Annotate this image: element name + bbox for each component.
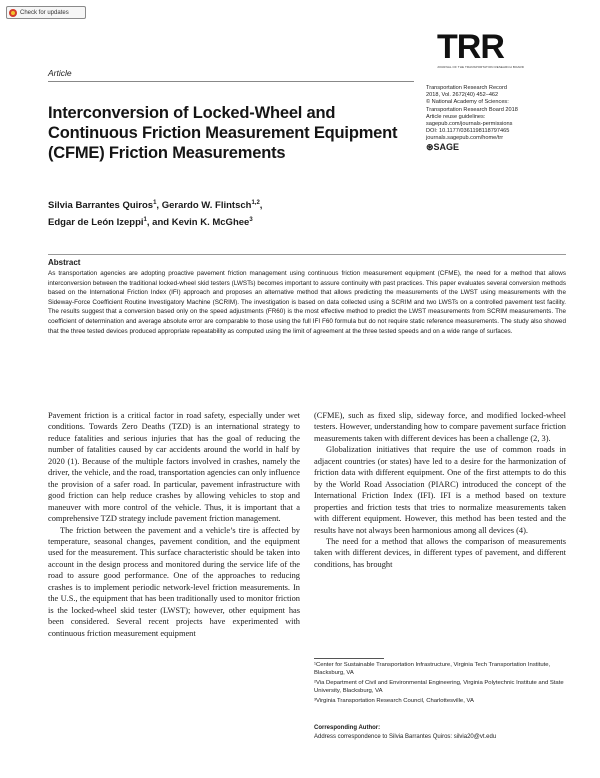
affiliation-footnote: ²Via Department of Civil and Environmental Engineering, Virginia Polytechnic Institute and State University, Blacksburg, VA: [314, 679, 564, 695]
abstract-divider: [48, 254, 566, 255]
author-name: Kevin K. McGhee: [171, 217, 250, 229]
author-name: Gerardo W. Flintsch: [161, 200, 252, 212]
publication-metadata: [426, 85, 566, 151]
reuse-label: Article reuse guidelines:: [426, 113, 486, 120]
article-type: Article: [48, 68, 72, 78]
body-paragraph: The friction between the pavement and a vehicle’s tire is affected by temperature, seasonal changes, pavement condition, and the equipment used for the measurement. This surface characteristic should be taken into account in the design process and monitored during the service life of the road to assure good performance. One of the approaches to reducing crashes is to implement periodic network-level friction measurements. In the U.S., the equipment that has been traditionally used to monitor friction is the locked-wheel skid tester (LWST); however, other equipment has been considered. Several recent projects have experimented with continuous friction measurement equipment: [48, 525, 300, 638]
copyright-line: © National Academy of Sciences:: [426, 99, 509, 106]
affiliation-footnotes: [314, 661, 566, 706]
journal-logo-tagline: JOURNAL OF THE TRANSPORTATION RESEARCH BOARD: [437, 65, 525, 69]
reuse-link[interactable]: sagepub.com/journals-permissions: [426, 121, 513, 128]
corresponding-author-heading: Corresponding Author:: [314, 725, 381, 731]
publisher-logo: [426, 141, 566, 152]
journal-logo: [437, 30, 524, 69]
corresponding-author: [314, 724, 566, 741]
journal-logo-abbrev: TRR: [437, 28, 504, 66]
paper-title: Interconversion of Locked-Wheel and Continuous Friction Measurement Equipment (CFME) Friction Measurements: [48, 104, 398, 162]
author-name: Silvia Barrantes Quiros: [48, 200, 154, 212]
author-affiliation-mark: 3: [249, 217, 253, 224]
check-for-updates-badge[interactable]: [6, 6, 86, 19]
body-paragraph: Pavement friction is a critical factor in road safety, especially under wet conditions. Towards Zero Deaths (TZD) is an international strategy to reduce fatalities and serious injuries that has the goal of reducing the number of fatalities caused by car accidents around the world in half by 2020 (1). Because of the multiple factors involved in crashes, namely the driver, the vehicle, and the road, transportation agencies can only influence the provision of a safer road. In particular, pavement infrastructure with good friction can help reduce crashes by allowing vehicles to stop and maneuver with more control of the vehicle. Thus, it is important that a comprehensive TZD strategy include pavement friction management.: [48, 411, 300, 524]
check-for-updates-label: Check for updates: [20, 9, 69, 16]
publisher-name: SAGE: [433, 141, 460, 152]
body-column-left: [48, 410, 300, 639]
affiliation-footnote: ³Virginia Transportation Research Council, Charlottesville, VA: [314, 697, 474, 704]
author-affiliation-mark: 1,2: [251, 200, 260, 206]
header-divider: [48, 81, 414, 82]
abstract-heading: Abstract: [48, 258, 81, 267]
body-paragraph: Globalization initiatives that require the use of common roads in adjacent countries (or states) have led to a desire for the harmonization of friction data with different equipment. One of the first attempts to do this by the World Road Association (PIARC) introduced the concept of the International Friction Index (IFI). IFI is a method based on texture properties and friction tests that tries to normalize measurements taken with different equipment. However, this method has been tested and the results have not always been harmonious among all devices (4).: [314, 445, 566, 535]
author-name: Edgar de León Izeppi: [48, 217, 144, 229]
footnote-divider: [314, 658, 384, 659]
abstract-text: As transportation agencies are adopting proactive pavement friction management using continuous friction measurement equipment (CFME), the need for a method that allows interconversion between the traditional locked-wheel skid testers (LWSTs) becomes important to assure continuity with past practices. This paper evaluates several conversion methods based on the International Friction Index (IFI) approach and proposes an alternative method that allows predicting the measurements of the LWST using measurements with the Sideway-Force Coefficient Routine Investigatory Machine (SCRIM). The investigation is based on data collected using a SCRIM and two LWSTs on a controlled pavement test facility. The results suggest that a conversion based only on the speed adjustments (FR60) is the most effective method to predict the LWST measurements from SCRIM measurements. The coefficient of determination and average absolute error are comparable to those using the full IFI F60 formula but do not require static reference measurements. The study also showed that the three tested devices produced appropriate repeatability as computed using the limit of agreement at the three tested speeds and on a wide range of surfaces.: [48, 270, 566, 335]
corresponding-author-address[interactable]: Address correspondence to Silvia Barrantes Quiros: silvia20@vt.edu: [314, 733, 497, 740]
doi-link[interactable]: DOI: 10.1177/0361198118797465: [426, 128, 510, 135]
sage-icon: ⊛: [426, 141, 434, 152]
body-paragraph: (CFME), such as fixed slip, sideway force, and modified locked-wheel testers. However, understanding how to compare pavement surface friction measurements taken with different devices has been a challenge (2, 3).: [314, 411, 566, 443]
copyright-holder: Transportation Research Board 2018: [426, 106, 518, 113]
author-affiliation-mark: 1: [153, 200, 157, 206]
body-paragraph: The need for a method that allows the comparison of measurements taken with different devices, in different types of pavement, and different conditions, has brought: [314, 536, 566, 569]
volume-line: 2018, Vol. 2672(40) 452–462: [426, 92, 499, 99]
body-column-right: [314, 410, 566, 570]
author-list: Silvia Barrantes Quiros$^1$, Gerardo W. Flintsch$^{1,2}$, Edgar de León Izeppi$^1$, and Kevin K. McGhee$^3$: [48, 200, 263, 229]
crossmark-icon: [9, 9, 17, 17]
affiliation-footnote: ¹Center for Sustainable Transportation Infrastructure, Virginia Tech Transportation Institute, Blacksburg, VA: [314, 662, 551, 677]
journal-name: Transportation Research Record: [426, 85, 507, 91]
author-affiliation-mark: 1: [143, 217, 147, 224]
journal-url-link[interactable]: journals.sagepub.com/home/trr: [426, 135, 504, 142]
